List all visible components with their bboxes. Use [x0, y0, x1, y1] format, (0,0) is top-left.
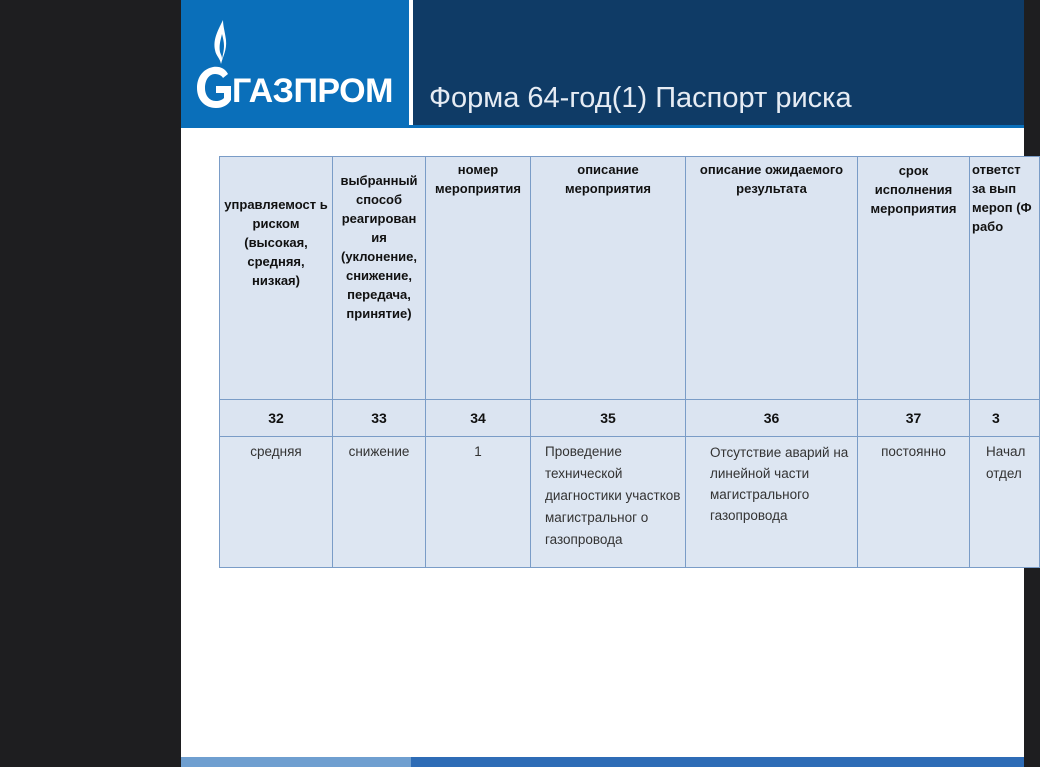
- header-cell-34: номер мероприятия: [426, 157, 531, 400]
- cell-response-method: снижение: [333, 437, 426, 568]
- logo-wordmark: ГАЗПРОМ: [232, 72, 393, 110]
- column-number: 32: [220, 400, 333, 437]
- slide: [181, 0, 1032, 767]
- cell-deadline: постоянно: [858, 437, 970, 568]
- gazprom-logo: [181, 0, 409, 125]
- header-cell-33: выбранный способ реагирован ия (уклонение, снижение, передача, принятие): [333, 157, 426, 400]
- cell-controllability: средняя: [220, 437, 333, 568]
- header-cell-36: описание ожидаемого результата: [686, 157, 858, 400]
- title-band: [413, 0, 1024, 125]
- table-row: [220, 437, 1040, 568]
- cell-expected-result: Отсутствие аварий на линейной части магистрального газопровода: [686, 437, 858, 568]
- column-number: 33: [333, 400, 426, 437]
- column-number: 34: [426, 400, 531, 437]
- column-number: 35: [531, 400, 686, 437]
- cell-measure-description: Проведение технической диагностики участков магистральног о газопровода: [531, 437, 686, 568]
- page-title: Форма 64-год(1) Паспорт риска: [429, 82, 852, 114]
- table-number-row: [220, 400, 1040, 437]
- header-cell-32: управляемост ь риском (высокая, средняя, низкая): [220, 157, 333, 400]
- header-cell-37: срок исполнения мероприятия: [858, 157, 970, 400]
- cell-responsible: Начал отдел: [970, 437, 1040, 568]
- gazprom-flame-icon: [195, 16, 235, 111]
- column-number: 3: [970, 400, 1040, 437]
- risk-passport-table: [219, 156, 1040, 568]
- bottom-bar: [181, 757, 1024, 767]
- header-cell-38: ответст за вып мероп (Ф рабо: [970, 157, 1040, 400]
- table-header-row: [220, 157, 1040, 400]
- cell-measure-number: 1: [426, 437, 531, 568]
- title-underline: [181, 125, 1024, 128]
- column-number: 37: [858, 400, 970, 437]
- column-number: 36: [686, 400, 858, 437]
- header-cell-35: описание мероприятия: [531, 157, 686, 400]
